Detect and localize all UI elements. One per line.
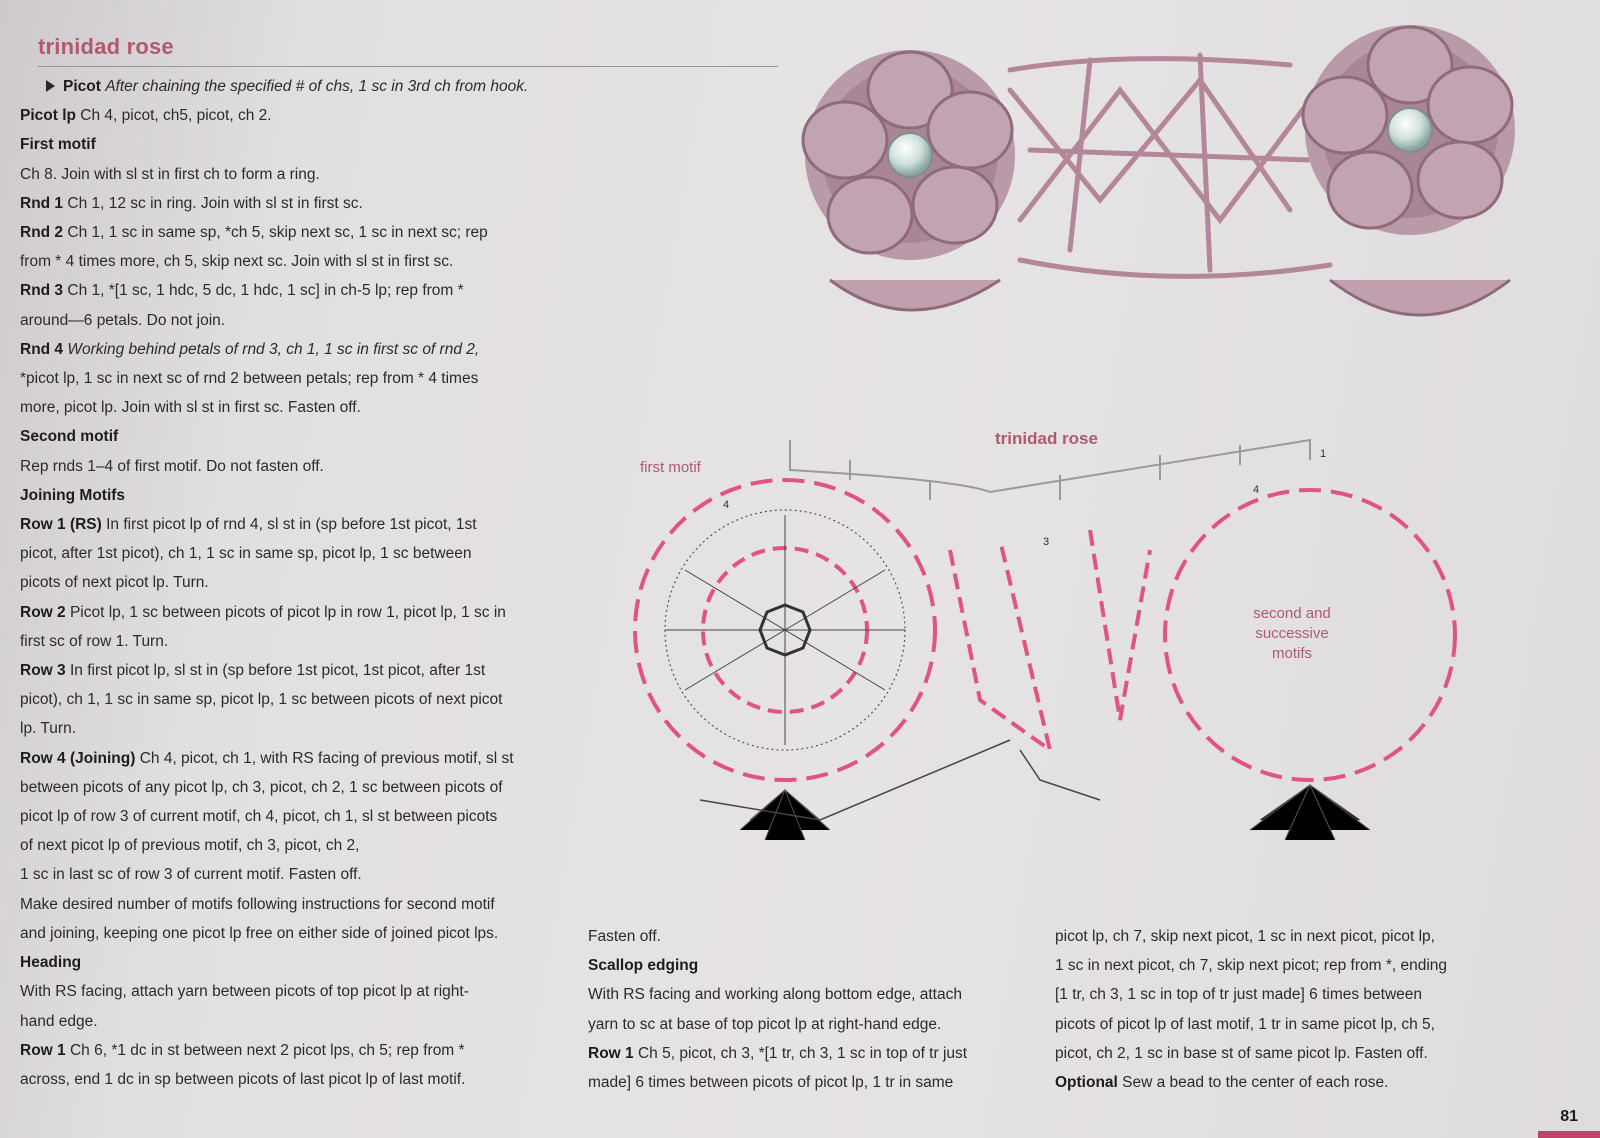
- heading-row1-line2: across, end 1 dc in sp between picots of last picot lp of last motif.: [20, 1070, 466, 1088]
- row1-line2: picot, after 1st picot), ch 1, 1 sc in same sp, picot lp, 1 sc between: [20, 545, 472, 563]
- joining-motifs-heading: Joining Motifs: [20, 486, 126, 504]
- rnd4-line3: more, picot lp. Join with sl st in first sc. Fasten off.: [20, 399, 361, 417]
- col3-line3: [1 tr, ch 3, 1 sc in top of tr just made] 6 times between: [1055, 986, 1423, 1004]
- lace-lattice: [1010, 55, 1330, 276]
- first-motif-heading: First motif: [20, 136, 96, 154]
- row1-line1: Row 1 (RS) In first picot lp of rnd 4, sl st in (sp before 1st picot, 1st: [20, 516, 477, 534]
- scallop-row1-line2: made] 6 times between picots of picot lp, 1 tr in same: [588, 1074, 954, 1092]
- page-title: trinidad rose: [38, 34, 174, 59]
- round-number-4b: 4: [1253, 484, 1260, 496]
- heading-line1: With RS facing, attach yarn between picots of top picot lp at right-: [20, 983, 469, 1001]
- rnd2-line2: from * 4 times more, ch 5, skip next sc. Join with sl st in first sc.: [20, 253, 454, 271]
- rnd4-line2: *picot lp, 1 sc in next sc of rnd 2 between petals; rep from * 4 times: [20, 370, 479, 388]
- col3-line4: picots of picot lp of last motif, 1 tr in same picot lp, ch 5,: [1055, 1015, 1435, 1033]
- joining-rows-chart: [950, 530, 1150, 750]
- page-number: 81: [1560, 1108, 1578, 1125]
- row4-line2: between picots of any picot lp, ch 3, picot, ch 2, 1 sc between picots of: [20, 778, 503, 796]
- row2-line2: first sc of row 1. Turn.: [20, 632, 169, 650]
- second-motif-heading: Second motif: [20, 428, 119, 446]
- col3-line1: picot lp, ch 7, skip next picot, 1 sc in next picot, picot lp,: [1055, 928, 1435, 945]
- chart-title: trinidad rose: [995, 429, 1098, 448]
- row4-line3: picot lp of row 3 of current motif, ch 4, picot, ch 1, sl st between picots: [20, 808, 498, 826]
- page-accent-bar: [1538, 1131, 1600, 1138]
- heading-heading: Heading: [20, 954, 82, 972]
- title-divider: [38, 66, 778, 67]
- row3-line3: lp. Turn.: [20, 720, 76, 738]
- row4-line4: of next picot lp of previous motif, ch 3, picot, ch 2,: [20, 837, 360, 855]
- optional-note: Optional Sew a bead to the center of each rose.: [1055, 1074, 1389, 1092]
- picot-definition: Picot After chaining the specified # of chs, 1 sc in 3rd ch from hook.: [20, 72, 610, 101]
- right-rose: [1303, 25, 1515, 315]
- row2-line1: Row 2 Picot lp, 1 sc between picots of picot lp in row 1, picot lp, 1 sc in: [20, 603, 506, 621]
- scallop-line2: yarn to sc at base of top picot lp at right-hand edge.: [588, 1015, 942, 1033]
- rnd4-line1: Rnd 4 Working behind petals of rnd 3, ch 1, 1 sc in first sc of rnd 2,: [20, 340, 480, 358]
- rnd1: Rnd 1 Ch 1, 12 sc in ring. Join with sl st in first sc.: [20, 194, 363, 212]
- make-motifs-line1: Make desired number of motifs following instructions for second motif: [20, 895, 495, 913]
- stitch-spokes: [665, 515, 905, 745]
- picot-lp-definition: Picot lp Ch 4, picot, ch5, picot, ch 2.: [20, 107, 272, 125]
- crochet-photo: [770, 10, 1560, 380]
- heading-chain: [790, 440, 1310, 500]
- row4-line5: 1 sc in last sc of row 3 of current motif. Fasten off.: [20, 866, 362, 884]
- rnd2-line1: Rnd 2 Ch 1, 1 sc in same sp, *ch 5, skip next sc, 1 sc in next sc; rep: [20, 224, 488, 242]
- instructions-column-3: [1055, 922, 1575, 1097]
- row1-line3: picots of next picot lp. Turn.: [20, 574, 209, 592]
- round-number-4a: 4: [723, 499, 730, 511]
- heading-row1-line1: Row 1 Ch 6, *1 dc in st between next 2 picot lps, ch 5; rep from *: [20, 1041, 465, 1059]
- fasten-off-text: Fasten off.: [588, 928, 661, 945]
- rnd3-line2: around—6 petals. Do not join.: [20, 311, 226, 329]
- first-motif-text: Ch 8. Join with sl st in first ch to form a ring.: [20, 165, 320, 183]
- second-motif-text: Rep rnds 1–4 of first motif. Do not fasten off.: [20, 457, 324, 475]
- second-motif-label-3: motifs: [1271, 645, 1313, 662]
- second-motif-chart: [1165, 490, 1455, 840]
- row3-line1: Row 3 In first picot lp, sl st in (sp before 1st picot, 1st picot, after 1st: [20, 662, 486, 680]
- first-motif-label: first motif: [640, 459, 701, 476]
- make-motifs-line2: and joining, keeping one picot lp free on either side of joined picot lps.: [20, 924, 499, 942]
- heading-line2: hand edge.: [20, 1012, 98, 1030]
- instructions-column-2: [588, 922, 1018, 1097]
- triangle-bullet-icon: [46, 80, 55, 92]
- second-motif-label-2: successive: [1255, 625, 1329, 642]
- col3-line2: 1 sc in next picot, ch 7, skip next picot; rep from *, ending: [1055, 957, 1448, 975]
- left-rose: [803, 50, 1015, 310]
- row-number-3: 3: [1043, 536, 1050, 548]
- bottom-chain: [700, 740, 1100, 820]
- scallop-edging-heading: Scallop edging: [588, 957, 699, 975]
- instructions-column-1: [20, 72, 610, 1094]
- crochet-chart: [620, 420, 1520, 890]
- first-motif-chart: [635, 480, 935, 840]
- row3-line2: picot), ch 1, 1 sc in same sp, picot lp, 1 sc between picots of next picot: [20, 691, 503, 709]
- scallop-row1-line1: Row 1 Ch 5, picot, ch 3, *[1 tr, ch 3, 1 sc in top of tr just: [588, 1044, 968, 1062]
- second-motif-label-1: second and: [1253, 605, 1331, 622]
- row4-line1: Row 4 (Joining) Ch 4, picot, ch 1, with RS facing of previous motif, sl st: [20, 749, 514, 767]
- col3-line5: picot, ch 2, 1 sc in base st of same picot lp. Fasten off.: [1055, 1044, 1428, 1062]
- row-number-1: 1: [1320, 448, 1327, 460]
- rnd3-line1: Rnd 3 Ch 1, *[1 sc, 1 hdc, 5 dc, 1 hdc, 1 sc] in ch-5 lp; rep from *: [20, 282, 464, 300]
- scallop-line1: With RS facing and working along bottom edge, attach: [588, 986, 962, 1004]
